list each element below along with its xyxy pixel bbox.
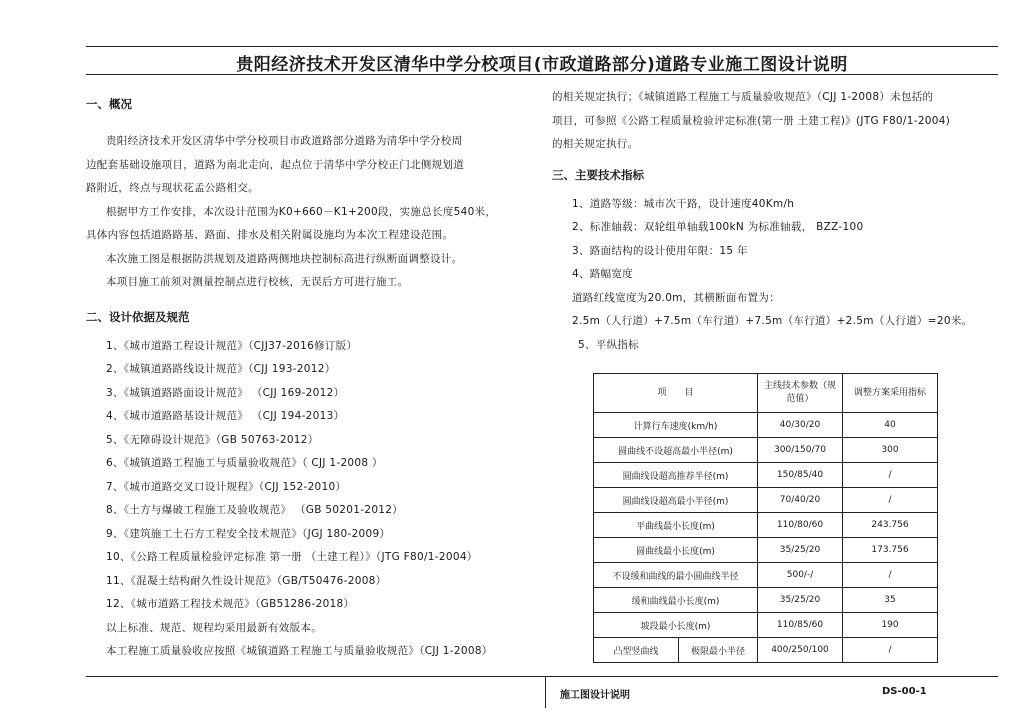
- overview-line: 路附近，终点与现状花孟公路相交。: [86, 182, 259, 194]
- header-value: 调整方案采用指标: [843, 374, 938, 413]
- footer-rule: [86, 676, 998, 677]
- tech-item: 5、平纵指标: [578, 338, 639, 351]
- tech-item: 3、路面结构的设计使用年限：15 年: [572, 244, 748, 257]
- row-spec: 35/25/20: [758, 538, 843, 563]
- table-row: [594, 563, 938, 588]
- spec-item: 9、《建筑施工土石方工程安全技术规范》（JGJ 180-2009）: [106, 527, 391, 540]
- row-value: 40: [843, 413, 938, 438]
- left-column: [86, 96, 526, 664]
- row-spec: 300/150/70: [758, 438, 843, 463]
- row-item: 平曲线最小长度(m): [594, 513, 758, 538]
- title-rule: [86, 74, 998, 75]
- section1-heading: 一、概况: [86, 97, 132, 111]
- row-value: 173.756: [843, 538, 938, 563]
- row-spec: 150/85/40: [758, 463, 843, 488]
- row-item: 计算行车速度(km/h): [594, 413, 758, 438]
- row-spec: 400/250/100: [758, 638, 843, 663]
- right-column: [552, 86, 998, 357]
- spec-item: 3、《城镇道路路面设计规范》 （CJJ 169-2012）: [106, 386, 345, 399]
- row-spec: 500/-/: [758, 563, 843, 588]
- row-value: /: [843, 488, 938, 513]
- page-title: 贵阳经济技术开发区清华中学分校项目(市政道路部分)道路专业施工图设计说明: [236, 55, 848, 75]
- row-value: 35: [843, 588, 938, 613]
- spec-item: 10、《公路工程质量检验评定标准 第一册 （土建工程）》（JTG F80/1-2004）: [106, 551, 478, 563]
- overview-line: 本次施工图是根据防洪规划及道路两侧地块控制标高进行纵断面调整设计。: [106, 252, 463, 265]
- section2-heading: 二、设计依据及规范: [86, 309, 190, 324]
- plan-profile-table: [593, 373, 938, 663]
- tech-item: 1、道路等级：城市次干路，设计速度40Km/h: [572, 197, 795, 210]
- row-item: 圆曲线最小长度(m): [594, 538, 758, 563]
- overview-line: 贵阳经济技术开发区清华中学分校项目市政道路部分道路为清华中学分校周: [106, 135, 463, 147]
- row-spec: 40/30/20: [758, 413, 843, 438]
- spec-item: 12、《城市道路工程技术规范》（GB51286-2018）: [106, 598, 355, 610]
- table-row: [594, 463, 938, 488]
- top-rule: [86, 46, 998, 47]
- row-value: 190: [843, 613, 938, 638]
- row-item: 圆曲线设超高推荐半径(m): [594, 463, 758, 488]
- section3-heading: 三、主要技术指标: [552, 167, 644, 182]
- spec-item: 2、《城镇道路路线设计规范》（CJJ 193-2012）: [106, 363, 336, 375]
- table-row: [594, 438, 938, 463]
- overview-line: 根据甲方工作安排，本次设计范围为K0+660－K1+200段，实施总长度540米，: [106, 205, 497, 218]
- row-item: 坡段最小长度(m): [594, 613, 758, 638]
- row-spec: 110/80/60: [758, 513, 843, 538]
- row-item: 圆曲线不设超高最小半径(m): [594, 438, 758, 463]
- footer-drawing-number: DS-00-1: [882, 686, 927, 697]
- row-item: 不设缓和曲线的最小圆曲线半径: [594, 563, 758, 588]
- continuation-line: 的相关规定执行；《城镇道路工程施工与质量验收规范》（CJJ 1-2008）未包括的: [552, 91, 934, 103]
- row-spec: 35/25/20: [758, 588, 843, 613]
- spec-item: 8、《土方与爆破工程施工及验收规范》 （GB 50201-2012）: [106, 504, 404, 516]
- row-value: /: [843, 463, 938, 488]
- width-line: 道路红线宽度为20.0m，其横断面布置为：: [572, 291, 780, 304]
- row-item: 缓和曲线最小长度(m): [594, 588, 758, 613]
- row-value: /: [843, 563, 938, 588]
- table-row: [594, 413, 938, 438]
- tech-item: 2、标准轴载：双轮组单轴载100kN 为标准轴载， BZZ-100: [572, 221, 864, 233]
- row-value: /: [843, 638, 938, 663]
- spec-item: 7、《城市道路交叉口设计规程》（CJJ 152-2010）: [106, 480, 347, 493]
- row-value: 243.756: [843, 513, 938, 538]
- spec-item: 4、《城市道路路基设计规范》 （CJJ 194-2013）: [106, 410, 345, 422]
- row-spec: 110/85/60: [758, 613, 843, 638]
- spec-item: 6、《城镇道路工程施工与质量验收规范》（ CJJ 1-2008 ）: [106, 457, 383, 469]
- row-item: 圆曲线设超高最小半径(m): [594, 488, 758, 513]
- overview-line: 边配套基础设施项目，道路为南北走向，起点位于清华中学分校正门北侧规划道: [86, 158, 464, 171]
- overview-line: 具体内容包括道路路基、路面、排水及相关附属设施均为本次工程建设范围。: [86, 229, 454, 241]
- table-header-row: [594, 374, 938, 413]
- table-row: [594, 538, 938, 563]
- tech-item: 4、路幅宽度: [572, 268, 633, 280]
- footer-drawing-title: 施工图设计说明: [560, 690, 630, 701]
- spec-item: 1、《城市道路工程设计规范》（CJJ37-2016修订版）: [106, 339, 358, 352]
- row-item: 极限最小半径: [679, 638, 758, 663]
- continuation-line: 的相关规定执行。: [552, 138, 639, 150]
- table-row: [594, 638, 938, 663]
- spec-note: 本工程施工质量验收应按照《城镇道路工程施工与质量验收规范》（CJJ 1-2008）: [106, 645, 493, 657]
- row-spec: 70/40/20: [758, 488, 843, 513]
- footer-divider: [545, 676, 546, 708]
- width-line: 2.5m（人行道）+7.5m（车行道）+7.5m（车行道）+2.5m（人行道）=20米。: [572, 315, 973, 327]
- table-row: [594, 588, 938, 613]
- table-row: [594, 488, 938, 513]
- row-group: 凸型竖曲线: [594, 638, 679, 663]
- row-value: 300: [843, 438, 938, 463]
- continuation-line: 项目，可参照《公路工程质量检验评定标准(第一册 土建工程)》(JTG F80/1-2004): [552, 114, 951, 127]
- table-row: [594, 613, 938, 638]
- spec-item: 11、《混凝土结构耐久性设计规范》（GB/T50476-2008）: [106, 574, 387, 587]
- spec-item: 5、《无障碍设计规范》（GB 50763-2012）: [106, 433, 319, 446]
- header-spec: 主线技术参数（规范值）: [758, 374, 843, 413]
- header-item: 项 目: [594, 374, 758, 413]
- table-row: [594, 513, 938, 538]
- overview-line: 本项目施工前须对测量控制点进行校核，无误后方可进行施工。: [106, 276, 409, 288]
- spec-note: 以上标准、规范、规程均采用最新有效版本。: [106, 621, 322, 634]
